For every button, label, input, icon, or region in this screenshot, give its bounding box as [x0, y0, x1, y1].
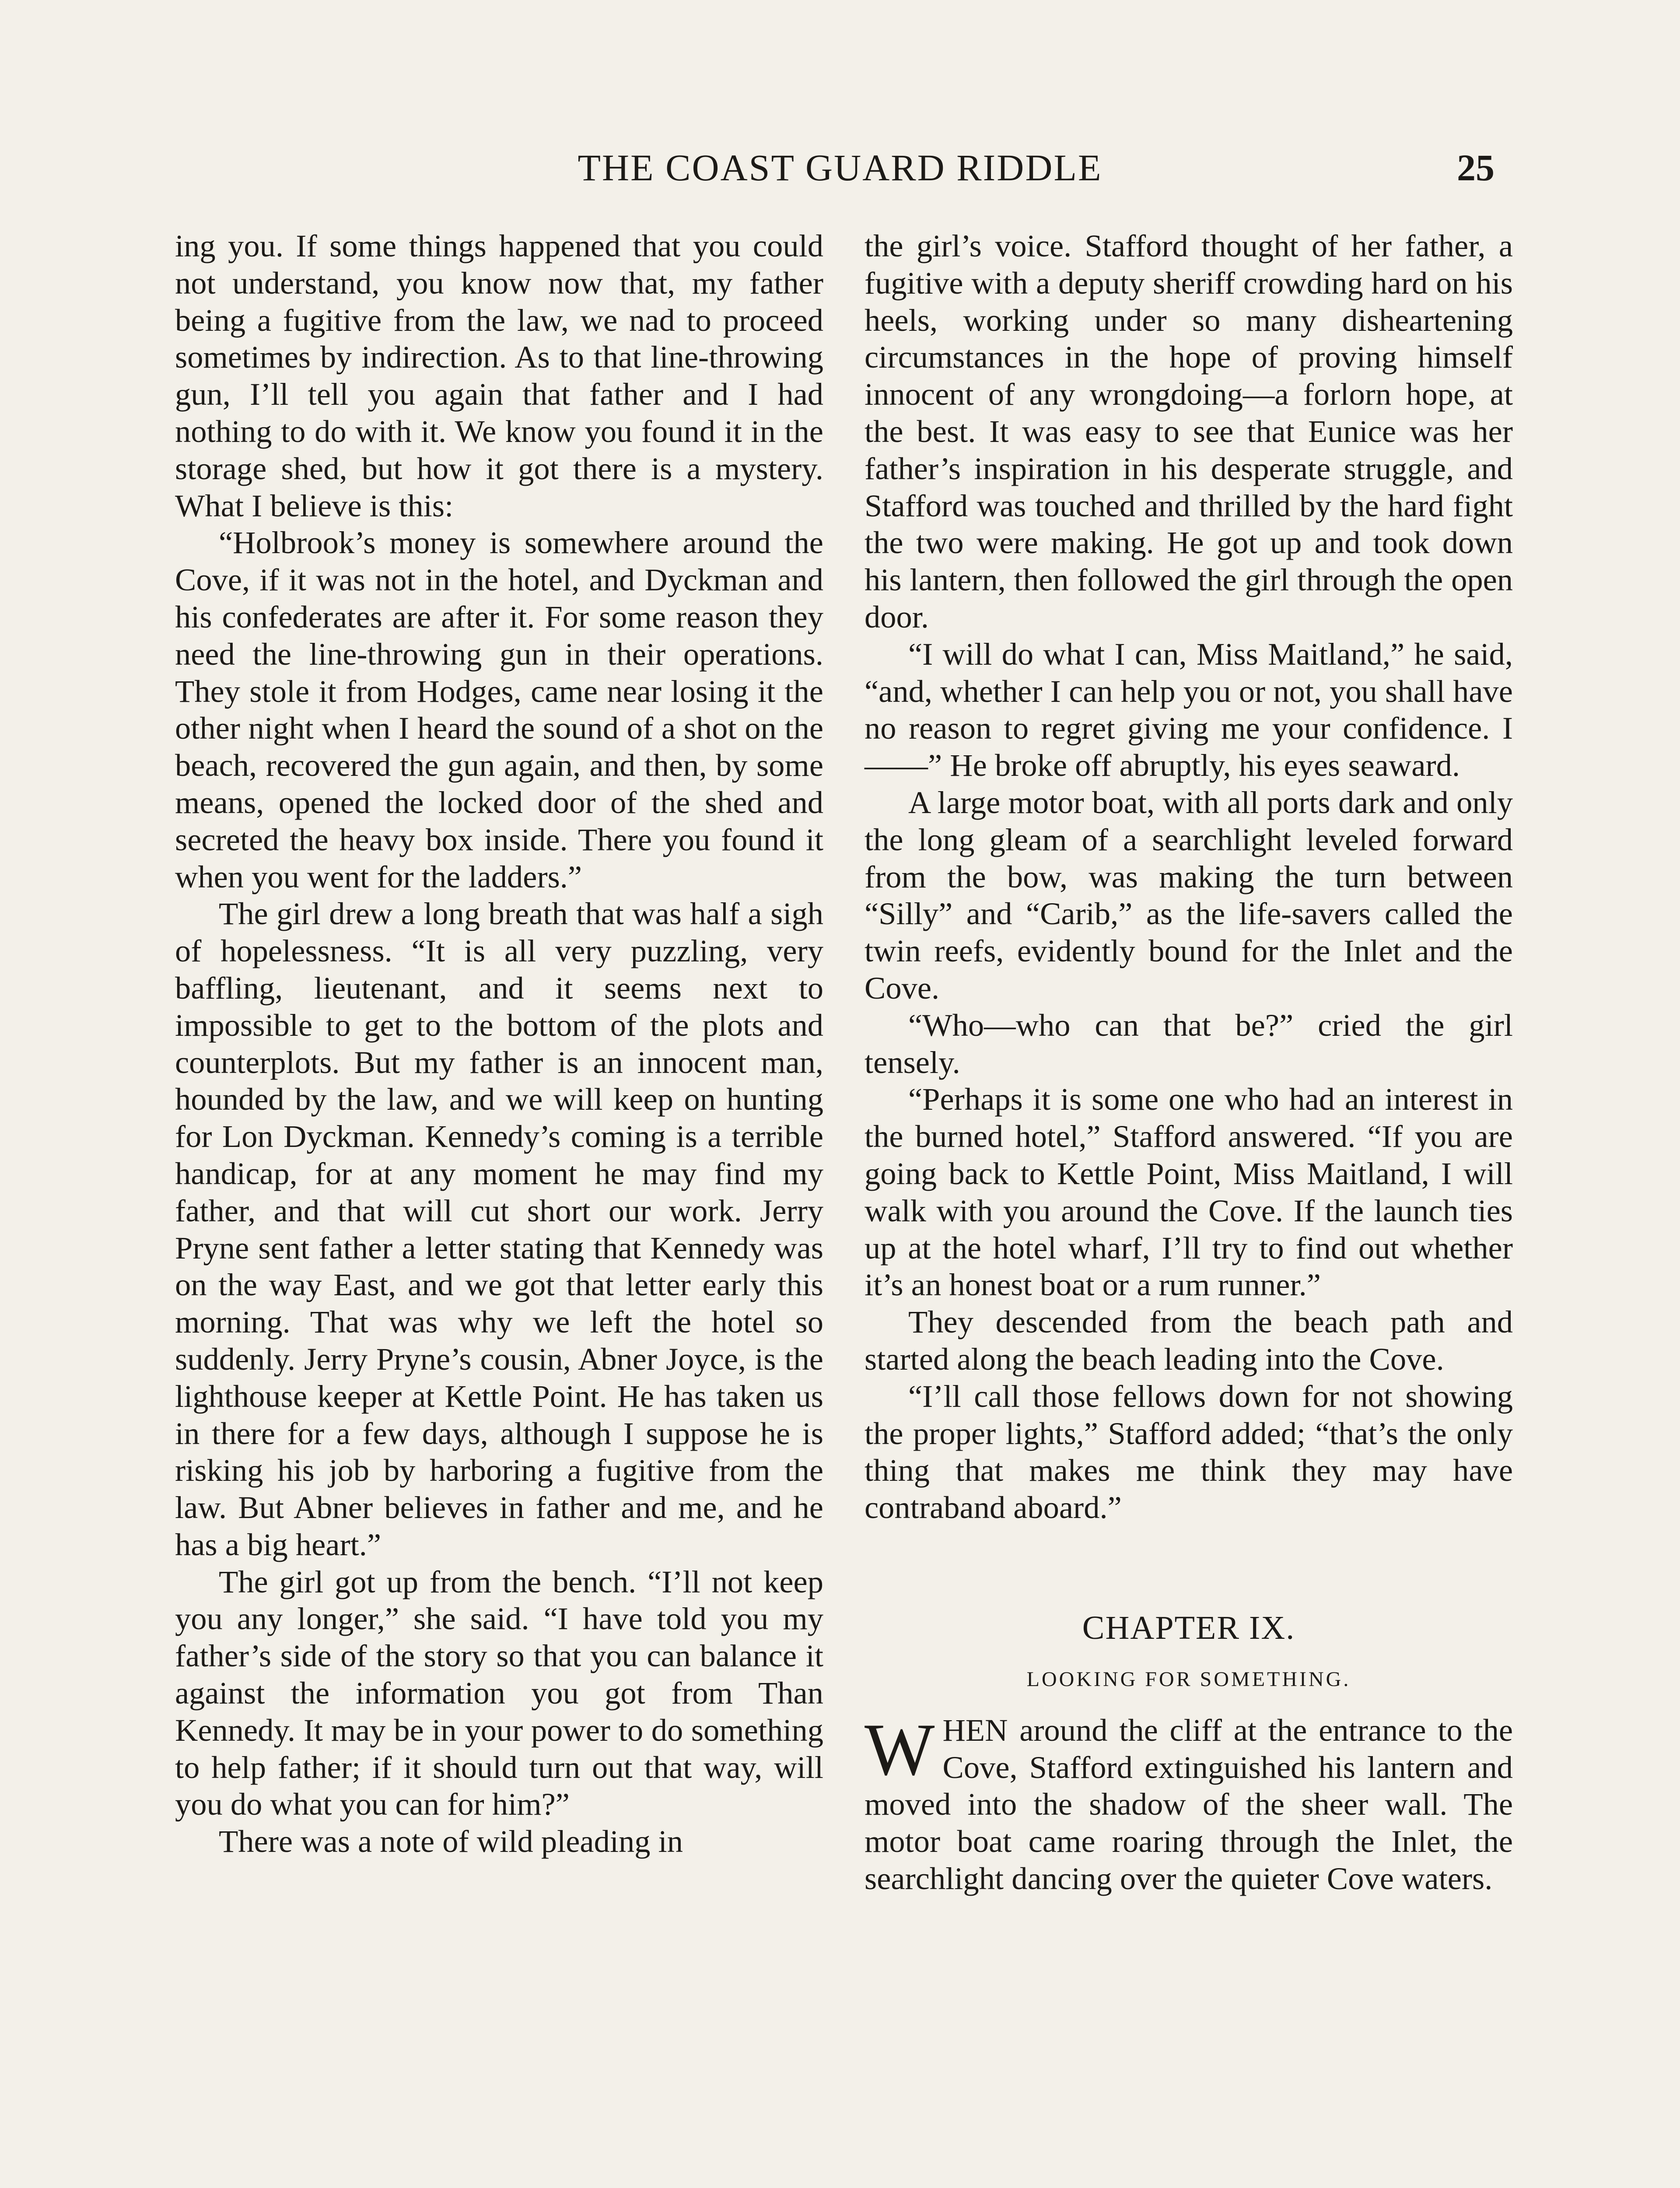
running-title: THE COAST GUARD RIDDLE — [578, 147, 1102, 189]
page-number: 25 — [1457, 147, 1494, 189]
page-header — [0, 139, 1680, 196]
drop-cap: W — [864, 1708, 935, 1791]
paragraph: “Who—who can that be?” cried the girl tensely. — [864, 1007, 1513, 1080]
paragraph: “I’ll call those fellows down for not showing the proper lights,” Stafford added; “that’s the only thing that makes me think they may have contraband aboard.” — [864, 1378, 1513, 1525]
paragraph: The girl drew a long breath that was half a sigh of hopelessness. “It is all very puzzling, very baffling, lieutenant, and it seems next to impossible to get to the bottom of the plots and counterplots. But my father is an innocent man, hounded by the law, and we will keep on hunting for Lon Dyckman. Kennedy’s coming is a terrible handicap, for at any moment he may find my father, and that will cut short our work. Jerry Pryne sent father a letter stating that Kennedy was on the way East, and we got that letter early this morning. That was why we left the hotel so suddenly. Jerry Pryne’s cousin, Abner Joyce, is the lighthouse keeper at Kettle Point. He has taken us in there for a few days, although I suppose he is risking his job by harboring a fugitive from the law. But Abner believes in father and me, and he has a big heart.” — [175, 896, 823, 1562]
right-column — [864, 228, 1513, 1897]
chapter-opening-text: HEN around the cliff at the entrance to the Cove, Stafford extinguished his lantern and moved into the shadow of the sheer wall. The motor boat came roaring through the Inlet, the searchlight dancing over the quieter Cove waters. — [864, 1712, 1513, 1897]
paragraph: A large motor boat, with all ports dark and only the long gleam of a searchlight leveled forward from the bow, was making the turn between “Silly” and “Carib,” as the life-savers called the twin reefs, evidently bound for the Inlet and the Cove. — [864, 784, 1513, 1006]
paragraph: the girl’s voice. Stafford thought of her father, a fugitive with a deputy sheriff crowding hard on his heels, working under so many disheartening circumstances in the hope of proving himself innocent of any wrongdoing—a forlorn hope, at the best. It was easy to see that Eunice was her father’s inspiration in his desperate struggle, and Stafford was touched and thrilled by the hard fight the two were making. He got up and took down his lantern, then followed the girl through the open door. — [864, 228, 1513, 635]
chapter-opening-paragraph — [864, 1708, 1513, 1897]
paragraph: ing you. If some things happened that you could not understand, you know now that, my father being a fugitive from the law, we nad to proceed sometimes by indirection. As to that line-throwing gun, I’ll tell you again that father and I had nothing to do with it. We know you found it in the storage shed, but how it got there is a mystery. What I believe is this: — [175, 228, 823, 523]
paragraph: The girl got up from the bench. “I’ll not keep you any longer,” she said. “I have told you my father’s side of the story so that you can balance it against the information you got from Than Kennedy. It may be in your power to do something to help father; if it should turn out that way, will you do what you can for him?” — [175, 1564, 823, 1822]
paragraph: “I will do what I can, Miss Maitland,” he said, “and, whether I can help you or not, you shall have no reason to regret giving me your confidence. I——” He broke off abruptly, his eyes seaward. — [864, 636, 1513, 783]
paragraph: They descended from the beach path and started along the beach leading into the Cove. — [864, 1304, 1513, 1377]
chapter-subtitle: LOOKING FOR SOMETHING. — [1026, 1667, 1351, 1691]
paragraph: There was a note of wild pleading in — [219, 1823, 683, 1859]
chapter-title: CHAPTER IX. — [1082, 1609, 1295, 1646]
paragraph: “Perhaps it is some one who had an interest in the burned hotel,” Stafford answered. “If you are going back to Kettle Point, Miss Maitland, I will walk with you around the Cove. If the launch ties up at the hotel wharf, I’ll try to find out whether it’s an honest boat or a rum runner.” — [864, 1081, 1513, 1303]
paragraph: “Holbrook’s money is somewhere around the Cove, if it was not in the hotel, and Dyckman and his confederates are after it. For some reason they need the line-throwing gun in their operations. They stole it from Hodges, came near losing it the other night when I heard the sound of a shot on the beach, recovered the gun again, and then, by some means, opened the locked door of the shed and secreted the heavy box inside. There you found it when you went for the ladders.” — [175, 525, 823, 894]
left-column — [175, 228, 823, 1860]
